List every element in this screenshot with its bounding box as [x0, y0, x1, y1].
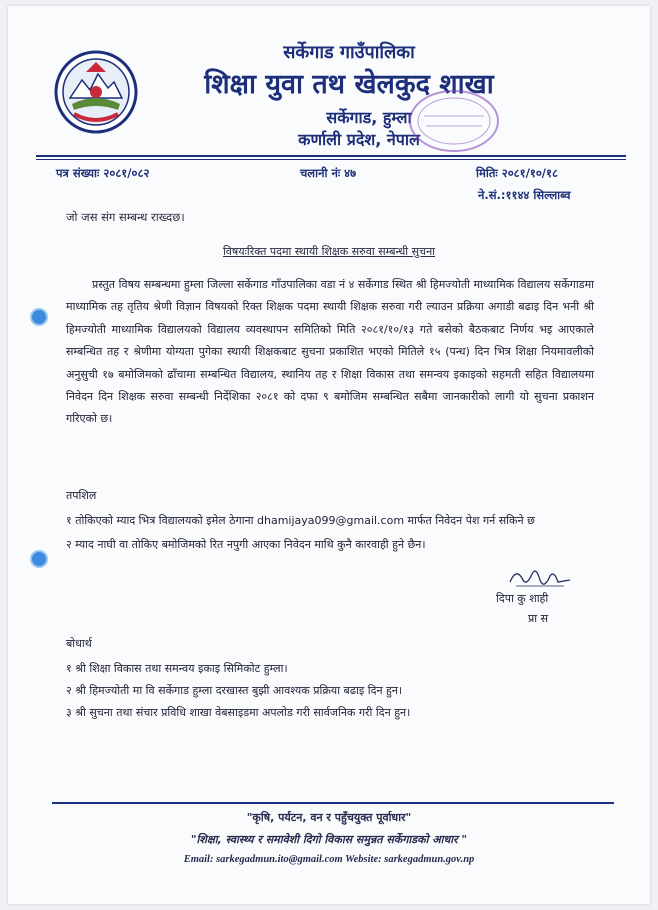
- bodharth-list: [66, 658, 606, 724]
- footer-divider: [52, 802, 614, 804]
- header-divider-thin: [36, 159, 626, 160]
- signer-designation: प्रा स: [528, 612, 549, 625]
- footer-slogan: "कृषि, पर्यटन, वन र पहुँचयुक्त पूर्वाधार": [246, 811, 412, 824]
- bodharth-item: १ श्री शिक्षा विकास तथा समन्वय इकाइ सिमिकोट हुम्ला।: [66, 662, 288, 675]
- signer-name: दिपा कु शाही: [496, 592, 549, 605]
- bodharth-heading: बोधार्थ: [66, 637, 92, 650]
- header-divider: [36, 155, 626, 157]
- letter-number: पत्र संख्याः २०८१/०८२: [56, 166, 150, 180]
- handwritten-signature: [506, 564, 576, 594]
- punch-hole: [30, 308, 48, 326]
- bodharth-item: ३ श्री सुचना तथा संचार प्रविधि शाखा वेबसाइडमा अपलोड गरी सार्वजनिक गरी दिन हुन।: [66, 706, 411, 719]
- nepal-era-date: ने.सं.:११४४ सिल्लाब्व: [478, 188, 571, 202]
- letter-body: प्रस्तुत विषय सम्बन्धमा हुम्ला जिल्ला सर्केगाड गाँउपालिका वडा नं ४ सर्केगाड स्थित श्री हिमज्योती माध्यामिक विद्यालय सर्केगाडमा माध्यामिक तह तृतिय श्रेणी विज्ञान विषयको रिक्त शिक्षक पदमा स्थायी शिक्षक सरुवा गरी ल्याउन प्रक्रिया अगाडी बढाइ दिन भनी श्री हिमज्योती माध्यामिक विद्यालयको विद्यालय व्यवस्थापन समितिको मिति २०८१/१०/१३ गते बसेको बैठकबाट निर्णय भइ आएकाले सम्बन्धित तह र श्रेणीमा योग्यता पुगेका स्थायी शिक्षकबाट सुचना प्रकाशित भएको मितिले १५ (पन्ध) दिन भित्र शिक्षा नियमावलीको अनुसुची १७ बमोजिमको ढाँचामा सम्बन्धित विद्यालय, स्थानिय तह र शिक्षा विकास तथा समन्वय इकाइको सहमती सहित विद्यालयमा निवेदन दिन शिक्षक सरुवा सम्बन्धी निर्देशिका २०८१ को दफा ९ बमोजिम सम्बन्धित सबैमा जानकारीको लागी यो सुचना प्रकाशन गरिएको छ।: [66, 278, 594, 426]
- footer-motto: "शिक्षा, स्वास्थ्य र समावेशी दिगो विकास समुन्नत सर्केगाडको आधार ": [190, 833, 468, 846]
- subject-text: विषयःरिक्त पदमा स्थायी शिक्षक सरुवा सम्बन्धी सुचना: [222, 245, 436, 258]
- footer-contact: Email: sarkegadmun.ito@gmail.com Website: sarkegadmun.gov.np: [183, 854, 475, 865]
- addressee: जो जस संग सम्बन्ध राख्दछ।: [66, 210, 185, 224]
- letter-date: मितिः २०८१/१०/१८: [476, 166, 558, 180]
- tapasil-item: २ म्याद नाघी वा तोकिए बमोजिमको रित नपुगी आएका निवेदन माथि कुनै कारवाही हुने छैन।: [66, 538, 426, 551]
- tapasil-item: १ तोकिएको म्याद भित्र विद्यालयको इमेल ठेगाना dhamijaya099@gmail.com मार्फत निवेदन पेश गर्न सकिने छ: [66, 514, 535, 527]
- punch-hole: [30, 550, 48, 568]
- dispatch-number: चलानी नंः ४७: [300, 166, 357, 180]
- office-stamp: [406, 86, 502, 156]
- bodharth-item: २ श्री हिमज्योती मा वि सर्केगाड हुम्ला दरखास्त बुझी आवश्यक प्रक्रिया बढाइ दिन हुन।: [66, 684, 403, 697]
- letter-page: [8, 6, 650, 904]
- address-line-1: सर्केगाड, हुम्ला: [326, 108, 412, 127]
- letter-subject: [8, 244, 650, 259]
- tapasil-heading: तपशिल: [66, 489, 97, 502]
- branch-name: शिक्षा युवा तथ खेलकुद शाखा: [204, 69, 494, 100]
- tapasil-list: [66, 511, 596, 559]
- address-line-2: कर्णाली प्रदेश, नेपाल: [298, 130, 420, 149]
- municipality-name: सर्केगाड गाउँपालिका: [283, 42, 415, 63]
